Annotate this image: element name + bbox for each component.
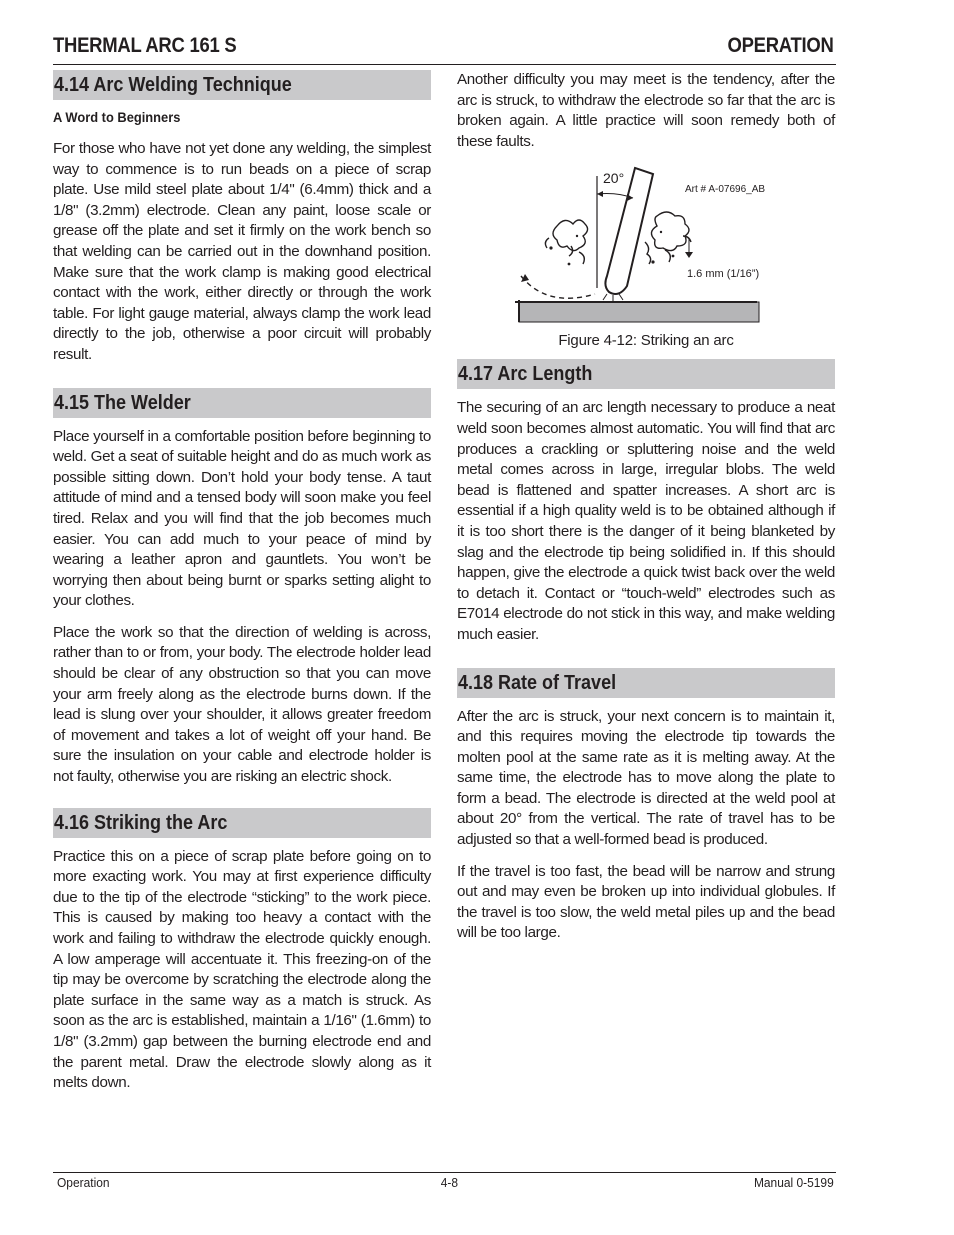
section-heading-4-15: 4.15 The Welder xyxy=(53,388,431,418)
subheading-word-to-beginners: A Word to Beginners xyxy=(53,109,181,125)
footer-rule xyxy=(53,1172,836,1173)
section-heading-4-18: 4.18 Rate of Travel xyxy=(457,668,835,698)
section-heading-4-16: 4.16 Striking the Arc xyxy=(53,808,431,838)
header-rule xyxy=(53,64,836,65)
paragraph-4-15-2: Place the work so that the direction of welding is across, rather than to or from, your body. The electrode holder lead should be clear of any obstruction so that you can move your arm freely along as the electrode burns down. If the lead is slung over your shoulder, it allows greater freedom of movement and takes a lot of weight off your hand. Be sure the insulation on your cable and electrode holder is not faulty, otherwise you are risking an electric shock. xyxy=(53,623,431,786)
paragraph-4-18-1: After the arc is struck, your next concern is to maintain it, and this requires moving the electrode tip towards the molten pool at the same rate as it is melting away. At the same time, the electrode has to move along the plate to form a bead. The electrode is directed at the weld pool at about 20° from the vertical. The rate of travel has to be adjusted so that a well-formed bead is produced. xyxy=(457,707,835,849)
paragraph-4-14-1: For those who have not yet done any welding, the simplest way to commence is to run beads on a piece of scrap plate. Use mild steel plate about 1/4" (6.4mm) thick and a 1/8" (3.2mm) electrode. Clean any paint, loose scale or grease off the plate and set it firmly on the work bench so that welding can be carried out in the downhand position. Make sure that the work clamp is making good electrical contact with the work, either directly or through the work table. For light gauge material, always clamp the work lead directly to the job, otherwise a poor circuit will probably result. xyxy=(53,140,431,363)
figure-art-number: Art # A-07696_AB xyxy=(685,184,766,196)
figure-illustration xyxy=(457,156,835,328)
footer-page-number: 4-8 xyxy=(440,1175,459,1190)
paragraph-4-16-2: Another difficulty you may meet is the tendency, after the arc is struck, to withdraw the electrode so far that the arc is broken again. A little practice will soon remedy both of these faults. xyxy=(457,71,835,150)
right-column xyxy=(457,70,835,955)
paragraph-4-18-2: If the travel is too fast, the bead will be narrow and strung out and may even be broken up into individual globules. If the travel is too slow, the weld metal piles up and the bead will be too large. xyxy=(457,862,835,942)
figure-angle-label: 20° xyxy=(603,170,625,187)
footer-manual-number: Manual 0-5199 xyxy=(754,1175,834,1190)
left-column xyxy=(53,70,431,1105)
header-chapter-title: OPERATION xyxy=(727,34,834,57)
figure-striking-arc xyxy=(457,156,835,328)
paragraph-4-17-1: The securing of an arc length necessary to produce a neat weld soon becomes almost automatic. You will find that arc produces a crackling or spluttering noise and the weld metal comes across in large, irregular blobs. The weld bead is flattened and spatter increases. A short arc is essential if a high quality weld is to be obtained although if it is too short there is the danger of it being blanketed by slag and the electrode tip being solidified in. If this should happen, give the electrode a quick twist back over the weld to detach it. Contact or “touch-weld” electrodes such as E7014 electrode do not stick in this way, and make welding much easier. xyxy=(457,399,835,643)
figure-caption: Figure 4-12: Striking an arc xyxy=(558,332,734,350)
section-heading-4-14: 4.14 Arc Welding Technique xyxy=(53,70,431,100)
footer-section: Operation xyxy=(57,1175,110,1190)
figure-gap-label: 1.6 mm (1/16”) xyxy=(687,268,760,281)
paragraph-4-16-1: Practice this on a piece of scrap plate before going on to more exacting work. You may at first experience difficulty due to the tip of the electrode “sticking” to the work piece. This is caused by making too heavy a contact with the work and failing to withdraw the electrode quickly enough. A low amperage will accentuate it. This freezing-on of the tip may be overcome by scratching the electrode along the plate surface in the same way as a match is struck. As soon as the arc is established, maintain a 1/16" (1.6mm) to 1/8" (3.2mm) gap between the burning electrode end and the parent metal. Draw the electrode slowly along as it melts down. xyxy=(53,847,431,1092)
paragraph-4-15-1: Place yourself in a comfortable position before beginning to weld. Get a seat of suitable height and do as much work as possible sitting down. Don’t hold your body tense. A taut attitude of mind and a tensed body will soon make you feel tired. Relax and you will find that the job becomes much easier. You can add much to your peace of mind by wearing a leather apron and gauntlets. You won’t be worrying then about being burnt or sparks setting alight to your clothes. xyxy=(53,427,431,610)
section-heading-4-17: 4.17 Arc Length xyxy=(457,359,835,389)
header-product-title: THERMAL ARC 161 S xyxy=(53,34,237,57)
